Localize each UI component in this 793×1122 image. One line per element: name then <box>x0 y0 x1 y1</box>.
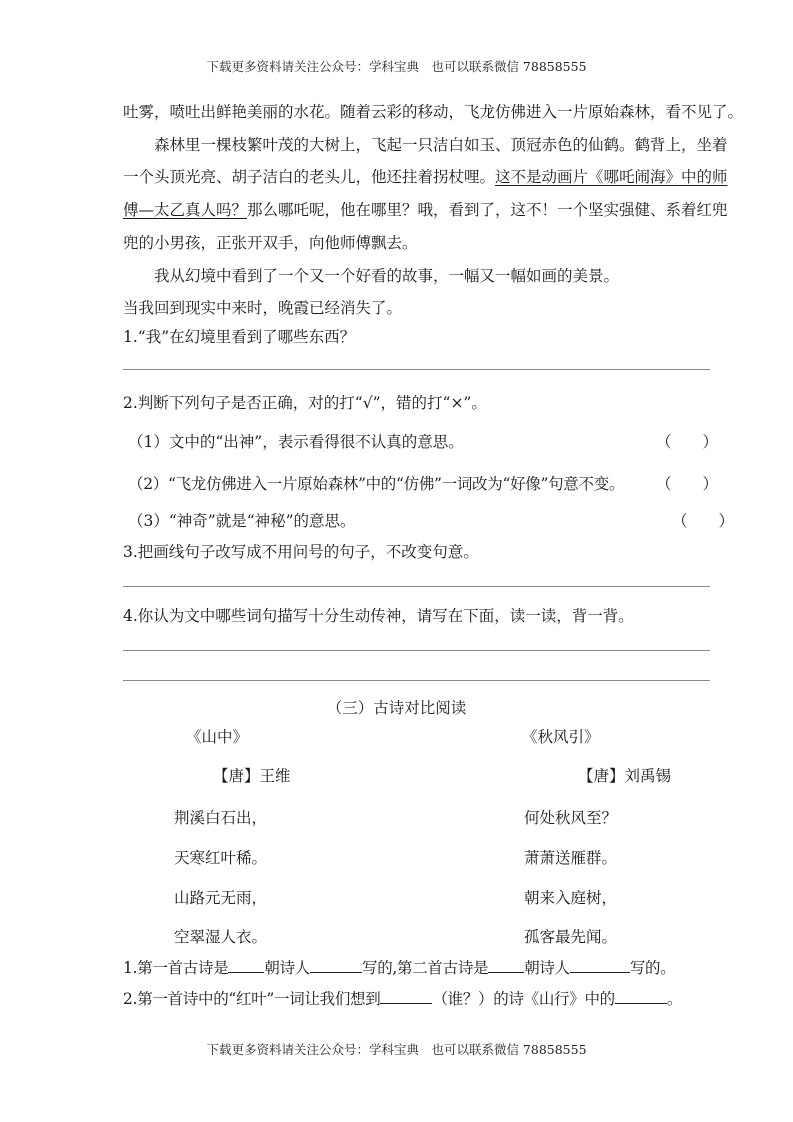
q2-item-3-answer-box[interactable]: （ ） <box>672 512 735 530</box>
poem-1-line: 荆溪白石出， <box>174 809 268 827</box>
answer-blank[interactable] <box>570 958 630 973</box>
answer-blank[interactable] <box>380 989 432 1004</box>
poem-2-author: 【唐】刘禹锡 <box>578 767 672 785</box>
answer-line[interactable] <box>123 586 710 587</box>
fill-text: 写的。 <box>629 959 676 977</box>
q2-item-2-text: （2）“飞龙仿佛进入一片原始森林”中的“仿佛”一词改为“好像”句意不变。 <box>128 475 625 493</box>
answer-blank[interactable] <box>228 958 264 973</box>
q2-item-1-text: （1）文中的“出神”，表示看得很不认真的意思。 <box>128 433 464 451</box>
underlined-sentence: 傅—太乙真人吗？ <box>123 201 248 219</box>
question-3: 3.把画线句子改写成不用问号的句子，不改变句意。 <box>123 543 479 561</box>
poem-1-title: 《山中》 <box>186 728 249 746</box>
answer-line[interactable] <box>123 680 710 681</box>
fill-text: 。 <box>666 990 683 1008</box>
poem-2-line: 孤客最先闻。 <box>524 928 618 946</box>
poem-1-line: 天寒红叶稀。 <box>174 849 268 867</box>
fill-text: 朝诗人 <box>264 959 310 977</box>
answer-blank[interactable] <box>615 989 667 1004</box>
section-title: （三）古诗对比阅读 <box>326 699 467 717</box>
fill-text: 写的,第二首古诗是 <box>362 959 489 977</box>
fill-text: 2.第一首诗中的“红叶”一词让我们想到 <box>123 990 381 1008</box>
passage-text: 那么哪吒呢，他在哪里？哦，看到了，这不！一个坚实强健、系着红兜 <box>247 201 728 219</box>
fill-text: 朝诗人 <box>524 959 570 977</box>
passage-line-3 <box>123 165 728 187</box>
answer-line[interactable] <box>123 369 710 370</box>
passage-line-2: 森林里一棵枝繁叶茂的大树上，飞起一只洁白如玉、顶冠赤色的仙鹤。鹤背上，坐着 <box>154 136 728 154</box>
page-header: 下载更多资料请关注公众号：学科宝典 也可以联系微信 78858555 <box>206 59 587 74</box>
poem-1-line: 山路元无雨， <box>174 889 268 907</box>
underlined-sentence: 这不是动画片《哪吒闹海》中的师 <box>495 168 728 186</box>
question-2-title: 2.判断下列句子是否正确，对的打“√”，错的打“×”。 <box>123 394 487 412</box>
q2-item-2-answer-box[interactable]: （ ） <box>656 475 719 493</box>
fill-question-2 <box>123 987 682 1009</box>
answer-blank[interactable] <box>488 958 524 973</box>
question-1: 1.“我”在幻境里看到了哪些东西？ <box>123 328 356 346</box>
fill-text: （谁？）的诗《山行》中的 <box>432 990 615 1008</box>
poem-2-line: 萧萧送雁群。 <box>524 849 618 867</box>
poem-2-line: 何处秋风至？ <box>524 809 618 827</box>
poem-2-title: 《秋风引》 <box>522 728 600 746</box>
question-4: 4.你认为文中哪些词句描写十分生动传神，请写在下面，读一读，背一背。 <box>123 607 634 625</box>
poem-2-line: 朝来入庭树， <box>524 889 618 907</box>
passage-line-6: 我从幻境中看到了一个又一个好看的故事，一幅又一幅如画的美景。 <box>154 267 620 285</box>
answer-blank[interactable] <box>310 958 362 973</box>
passage-line-1: 吐雾，喷吐出鲜艳美丽的水花。随着云彩的移动，飞龙仿佛进入一片原始森林，看不见了。 <box>123 103 744 121</box>
page-footer: 下载更多资料请关注公众号：学科宝典 也可以联系微信 78858555 <box>206 1042 587 1057</box>
answer-line[interactable] <box>123 650 710 651</box>
passage-text: 一个头顶光亮、胡子洁白的老头儿，他还拄着拐杖哩。 <box>123 168 496 186</box>
fill-question-1 <box>123 956 675 978</box>
passage-line-5: 兜的小男孩，正张开双手，向他师傅飘去。 <box>123 234 418 252</box>
poem-1-author: 【唐】王维 <box>213 767 291 785</box>
fill-text: 1.第一首古诗是 <box>123 959 229 977</box>
passage-line-4 <box>123 198 728 220</box>
passage-line-7: 当我回到现实中来时，晚霞已经消失了。 <box>123 299 403 317</box>
poem-1-line: 空翠湿人衣。 <box>174 928 268 946</box>
q2-item-1-answer-box[interactable]: （ ） <box>656 433 719 451</box>
q2-item-3-text: （3）“神奇”就是“神秘”的意思。 <box>128 512 356 530</box>
